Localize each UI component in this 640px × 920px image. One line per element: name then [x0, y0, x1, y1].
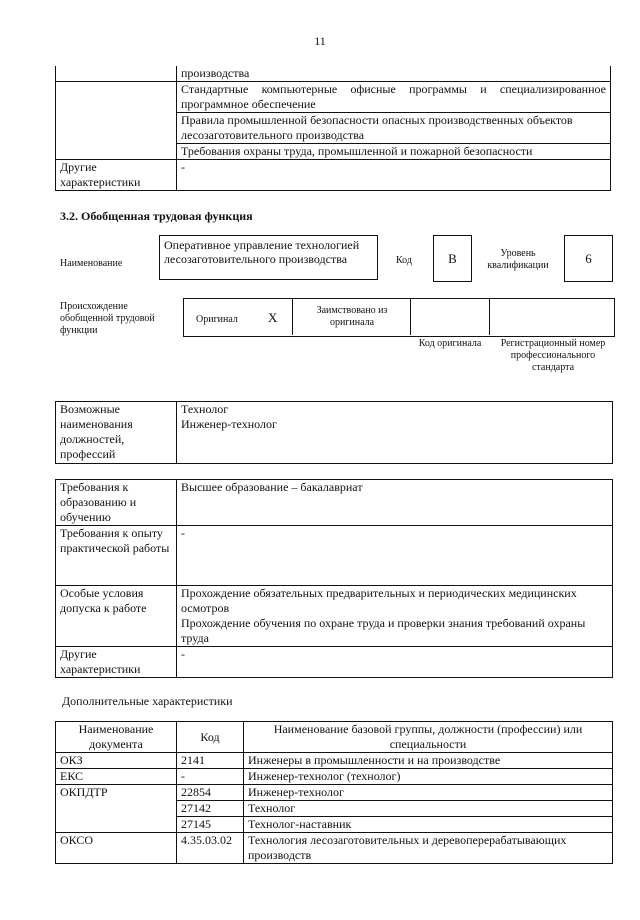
additional-table [55, 721, 613, 864]
req-label: Особые условия допуска к работе [56, 586, 177, 647]
table-cell: Требования охраны труда, промышленной и пожарной безопасности [177, 144, 611, 160]
table-cell: 22854 [177, 785, 244, 801]
table-cell: Технолог [244, 801, 613, 817]
table-row [56, 402, 613, 464]
req-value-line: Высшее образование – бакалавриат [181, 480, 363, 494]
table-cell: - [177, 160, 611, 191]
name-label: Наименование [60, 258, 123, 269]
additional-title: Дополнительные характеристики [62, 694, 233, 708]
table-cell: ОКПДТР [56, 785, 177, 801]
table-cell: Технология лесозаготовительных и деревоперерабатывающих производств [244, 833, 613, 864]
table-cell: Инженер-технолог (технолог) [244, 769, 613, 785]
table-cell: Технолог-наставник [244, 817, 613, 833]
table-row [56, 785, 613, 801]
table-cell: 2141 [177, 753, 244, 769]
header-cell: Наименование документа [56, 722, 177, 753]
gtf-code-value: B [433, 235, 472, 282]
position-item: Инженер-технолог [181, 417, 277, 431]
table-cell: - [177, 769, 244, 785]
table-row [56, 586, 613, 647]
gtf-level-value: 6 [564, 235, 613, 282]
gtf-name-value: Оперативное управление технологией лесозаготовительного производства [159, 235, 378, 280]
section-title: 3.2. Обобщенная трудовая функция [60, 209, 253, 223]
table-cell: ОКЗ [56, 753, 177, 769]
req-value [177, 647, 613, 678]
table-row [56, 801, 613, 817]
header-cell: Наименование базовой группы, должности (профессии) или специальности [244, 722, 613, 753]
table-cell: Другие характеристики [56, 160, 177, 191]
table-row [56, 817, 613, 833]
table-cell: Инженер-технолог [244, 785, 613, 801]
table-header-row [56, 722, 613, 753]
table-cell: Инженеры в промышленности и на производстве [244, 753, 613, 769]
origin-divider [489, 298, 490, 335]
table-cell: 27145 [177, 817, 244, 833]
req-value-line: Прохождение обучения по охране труда и проверки знания требований охраны труда [181, 616, 586, 645]
table-cell: 27142 [177, 801, 244, 817]
req-value-line: - [181, 647, 185, 661]
original-label: Оригинал [196, 314, 238, 325]
req-value [177, 480, 613, 526]
borrowed-label: Заимствовано из оригинала [316, 305, 388, 328]
table-cell [56, 144, 177, 160]
req-label: Требования к образованию и обучению [56, 480, 177, 526]
req-value [177, 586, 613, 647]
req-label: Требования к опыту практической работы [56, 526, 177, 586]
position-item: Технолог [181, 402, 229, 416]
page-number: 11 [314, 34, 326, 48]
table-cell [56, 113, 177, 144]
origin-divider [410, 298, 411, 335]
table-row [56, 160, 611, 191]
table-cell: Стандартные компьютерные офисные программы и специализированное программное обеспечение [177, 82, 611, 113]
code-label: Код [396, 255, 412, 266]
table-row [56, 753, 613, 769]
req-value-line: Прохождение обязательных предварительных и периодических медицинских осмотров [181, 586, 577, 615]
table-cell [56, 801, 177, 817]
table-cell: производства [177, 66, 611, 82]
table-row [56, 144, 611, 160]
header-cell: Код [177, 722, 244, 753]
table-row [56, 480, 613, 526]
table-row [56, 833, 613, 864]
table-cell: ЕКС [56, 769, 177, 785]
table-row [56, 82, 611, 113]
table-cell [56, 66, 177, 82]
table-row [56, 113, 611, 144]
req-value-line: - [181, 526, 185, 540]
table-cell: Правила промышленной безопасности опасных производственных объектов лесозаготовительного производства [177, 113, 611, 144]
table-row [56, 526, 613, 586]
origin-divider [292, 298, 293, 335]
table-cell: ОКСО [56, 833, 177, 864]
requirements-table [55, 479, 613, 678]
knowledge-table [55, 66, 611, 191]
level-label: Уровень квалификации [487, 248, 549, 271]
positions-table [55, 401, 613, 464]
origin-label: Происхождение обобщенной трудовой функции [60, 301, 155, 336]
table-cell: 4.35.03.02 [177, 833, 244, 864]
code-original-label: Код оригинала [418, 338, 482, 349]
req-value [177, 526, 613, 586]
original-mark: X [268, 310, 278, 325]
table-row [56, 769, 613, 785]
positions-label: Возможные наименования должностей, профессий [56, 402, 177, 464]
reg-number-label: Регистрационный номер профессионального стандарта [500, 338, 606, 373]
req-label: Другие характеристики [56, 647, 177, 678]
table-row [56, 66, 611, 82]
table-cell [56, 82, 177, 113]
positions-values [177, 402, 613, 464]
table-row [56, 647, 613, 678]
table-cell [56, 817, 177, 833]
